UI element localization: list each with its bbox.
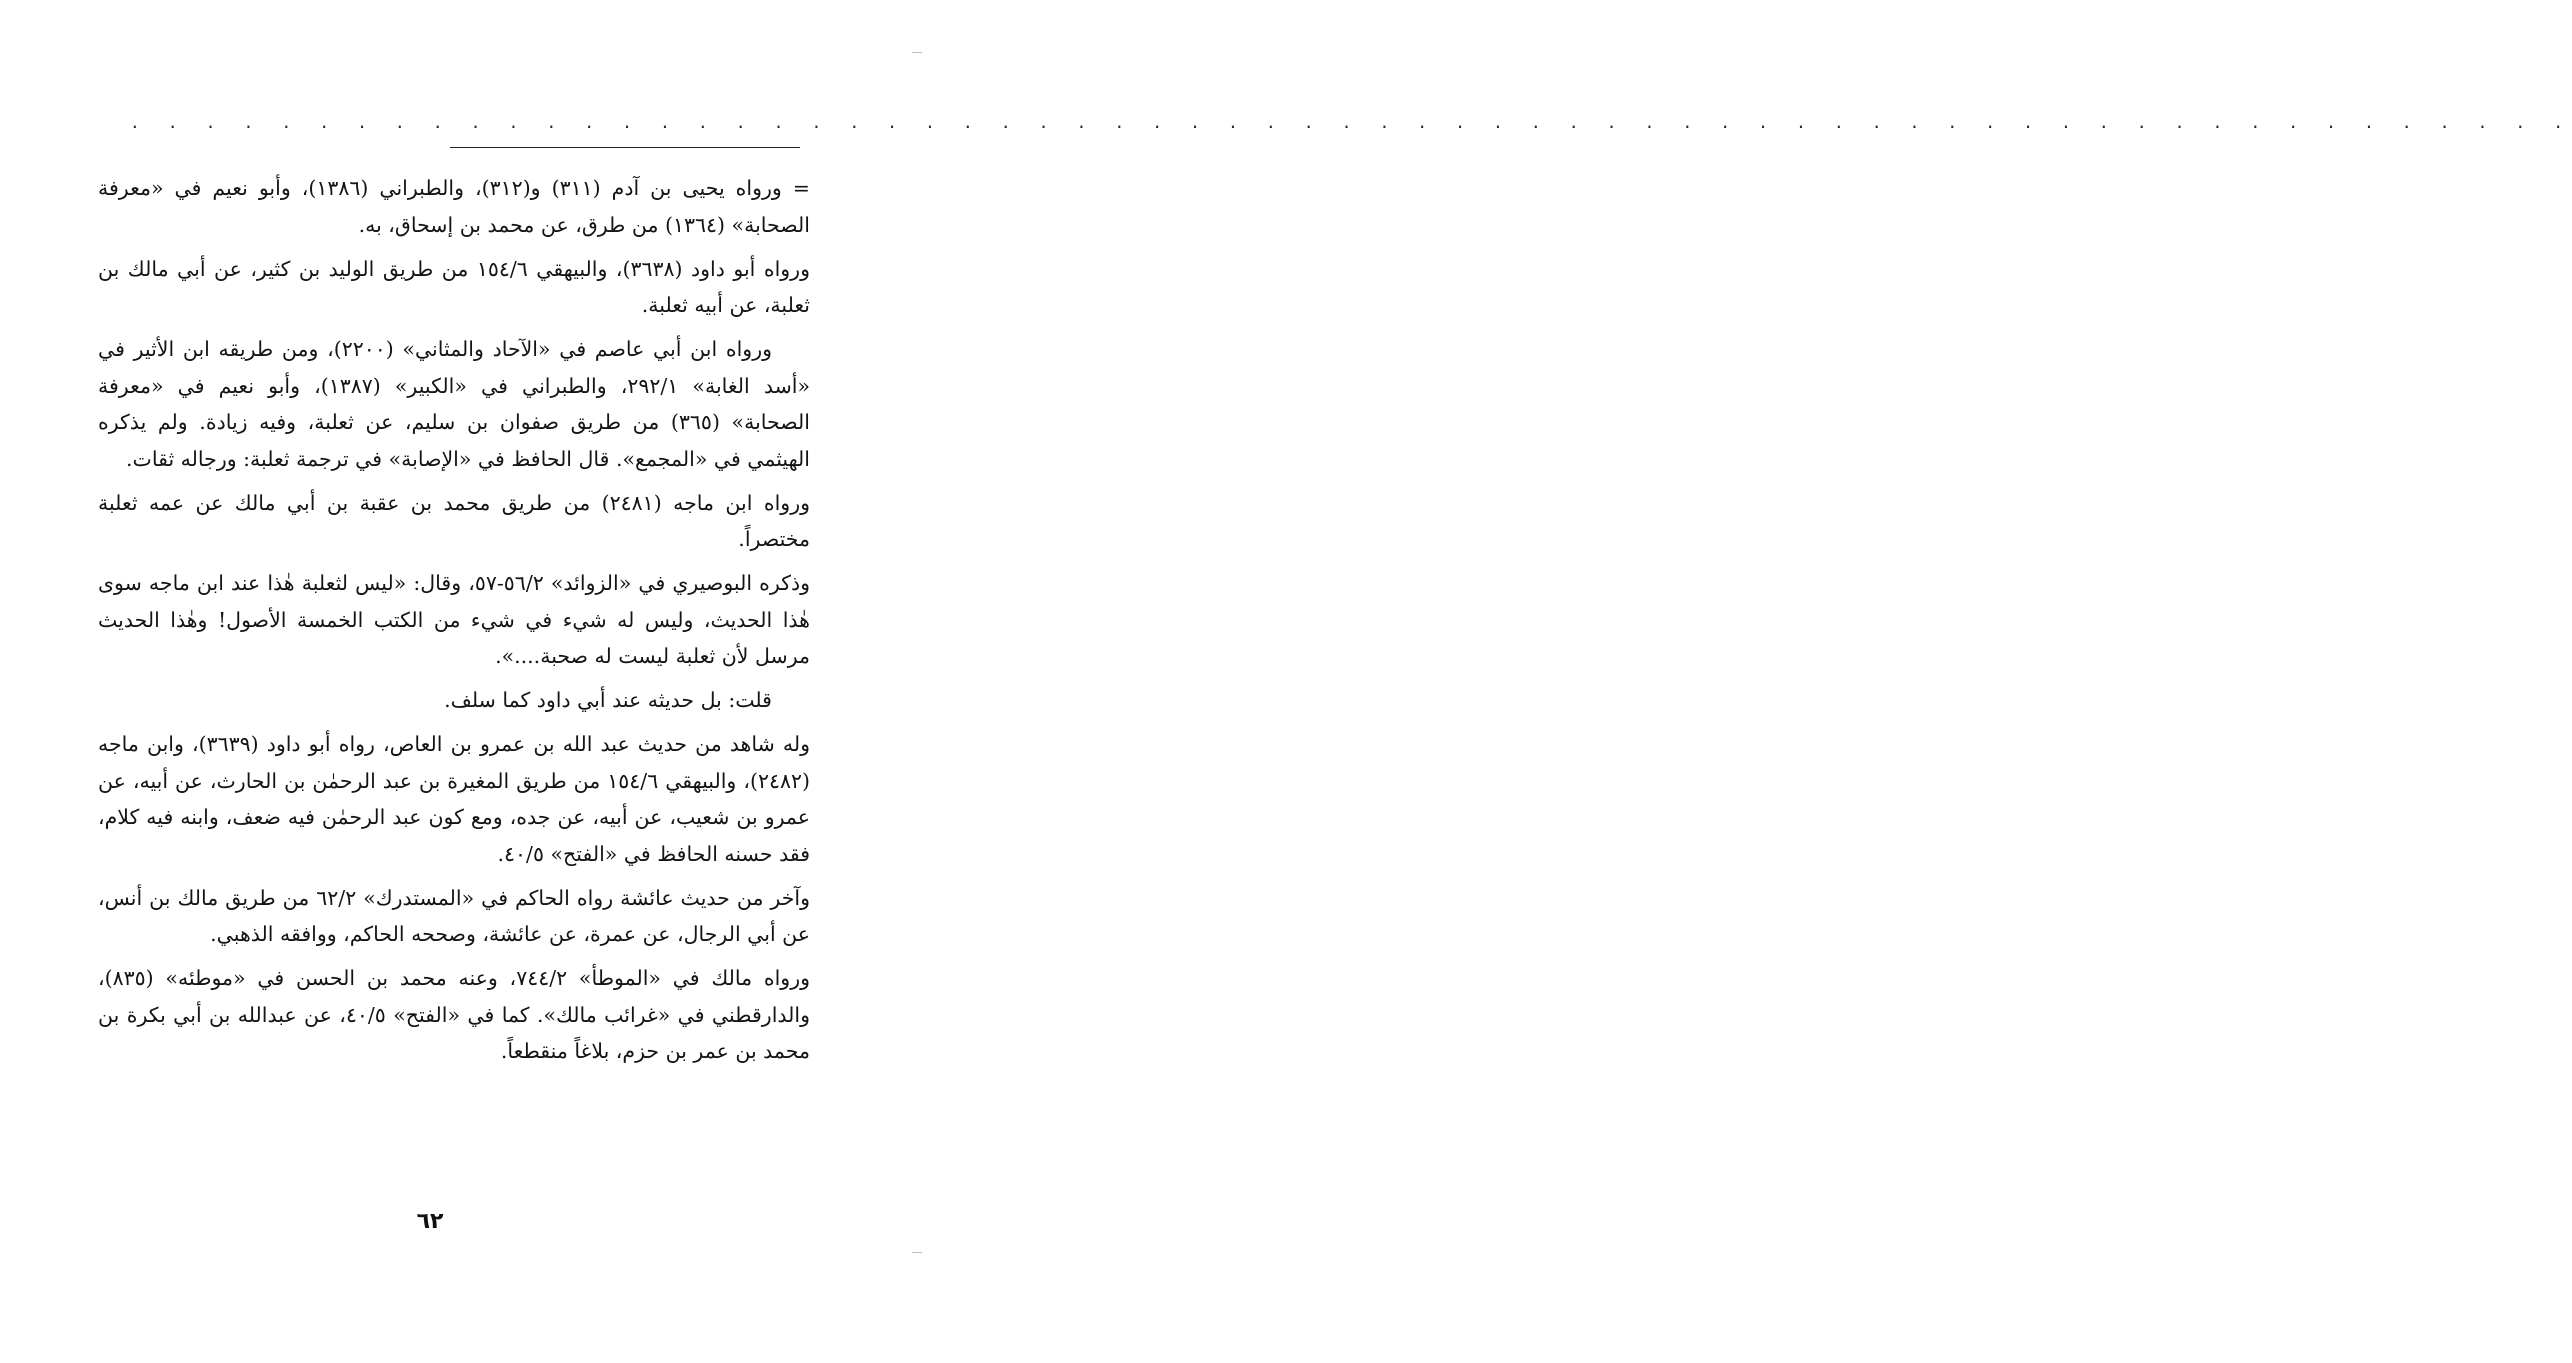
paragraph-malik-muwatta: ورواه مالك في «الموطأ» ٧٤٤/٢، وعنه محمد بن الحسن في «موطئه» (٨٣٥)، والدارقطني في «غرائب مالك». كما في «الفتح» ٤٠/٥، عن عبدالله بن أبي بكرة بن محمد بن عمر بن حزم، بلاغاً منقطعاً. bbox=[98, 966, 810, 1063]
scan-edge-mark bbox=[912, 1252, 922, 1253]
paragraph-hadith-aisha: وآخر من حديث عائشة رواه الحاكم في «المستدرك» ٦٢/٢ من طريق مالك بن أنس، عن أبي الرجال، عن عمرة، عن عائشة، وصححه الحاكم، ووافقه الذهبي. bbox=[98, 885, 811, 946]
scan-edge-mark bbox=[912, 52, 922, 53]
footnote-rule bbox=[450, 147, 800, 148]
footnote-dotted-separator: . . . . . . . . . . . . . . . . . . . . . . . . . . . . . . . . . . . . . . . . . . . . . . . . . . . . . . . . . . . . . . . . . bbox=[130, 113, 2572, 132]
paragraph-qultu: قلت: بل حديثه عند أبي داود كما سلف. bbox=[444, 688, 772, 712]
paragraph-busiri-zawaid: وذكره البوصيري في «الزوائد» ٥٦/٢-٥٧، وقال: «ليس لثعلبة هٰذا عند ابن ماجه سوى هٰذا الحديث، وليس له شيء في شيء من الكتب الخمسة الأصول! وهٰذا الحديث مرسل لأن ثعلبة ليست له صحبة....». bbox=[98, 571, 810, 668]
footnote-text-block bbox=[98, 170, 810, 1077]
paragraph-ibn-majah-2481: ورواه ابن ماجه (٢٤٨١) من طريق محمد بن عقبة بن أبي مالك عن عمه ثعلبة مختصراً. bbox=[98, 490, 810, 551]
paragraph-abu-dawud-3638: ورواه أبو داود (٣٦٣٨)، والبيهقي ١٥٤/٦ من طريق الوليد بن كثير، عن أبي مالك بن ثعلبة، عن أبيه ثعلبة. bbox=[98, 256, 810, 317]
paragraph-shahid-abdullah-bin-amr: وله شاهد من حديث عبد الله بن عمرو بن العاص، رواه أبو داود (٣٦٣٩)، وابن ماجه (٢٤٨٢)، والبيهقي ١٥٤/٦ من طريق المغيرة بن عبد الرحمٰن بن الحارث، عن أبيه، عن عمرو بن شعيب، عن أبيه، عن جده، ومع كون عبد الرحمٰن فيه ضعف، وابنه فيه كلام، فقد حسنه الحافظ في «الفتح» ٤٠/٥. bbox=[98, 732, 810, 866]
page-number: ٦٢ bbox=[416, 1209, 444, 1234]
paragraph-ibn-abi-asim: ورواه ابن أبي عاصم في «الآحاد والمثاني» (٢٢٠٠)، ومن طريقه ابن الأثير في «أسد الغابة» ٢٩٢/١، والطبراني في «الكبير» (١٣٨٧)، وأبو نعيم في «معرفة الصحابة» (٣٦٥) من طريق صفوان بن سليم، عن ثعلبة، وفيه زيادة. ولم يذكره الهيثمي في «المجمع». قال الحافظ في «الإصابة» في ترجمة ثعلبة: ورجاله ثقات. bbox=[98, 337, 810, 471]
paragraph-yahya-bin-adam: = ورواه يحيى بن آدم (٣١١) و(٣١٢)، والطبراني (١٣٨٦)، وأبو نعيم في «معرفة الصحابة» (١٣٦٤) من طرق، عن محمد بن إسحاق، به. bbox=[98, 176, 810, 237]
